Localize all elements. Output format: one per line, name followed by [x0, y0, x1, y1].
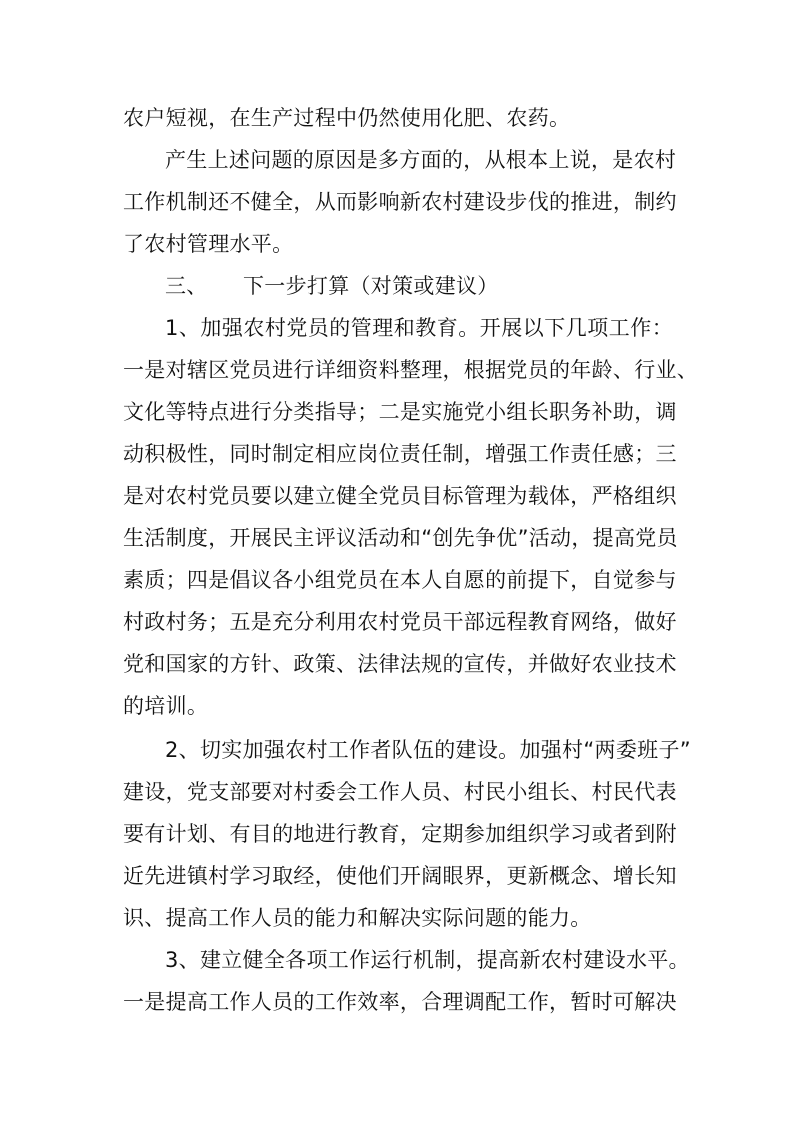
section-title: 下一步打算（对策或建议）	[243, 274, 499, 298]
text-line: 农户短视，在生产过程中仍然使用化肥、农药。	[123, 106, 571, 130]
paragraph-first-line: 产生上述问题的原因是多方面的，从根本上说，是农村	[165, 148, 677, 172]
text-line: 一是对辖区党员进行详细资料整理，根据党员的年龄、行业、	[123, 358, 699, 382]
text-line: 一是提高工作人员的工作效率，合理调配工作，暂时可解决	[123, 990, 677, 1014]
text-line: 文化等特点进行分类指导；二是实施党小组长职务补助，调	[123, 400, 677, 424]
text-line: 近先进镇村学习取经，使他们开阔眼界，更新概念、增长知	[123, 864, 677, 888]
text-line: 识、提高工作人员的能力和解决实际问题的能力。	[123, 906, 592, 930]
text-line: 素质；四是倡议各小组党员在本人自愿的前提下，自觉参与	[123, 568, 677, 592]
text-line: 工作机制还不健全，从而影响新农村建设步伐的推进，制约	[123, 190, 677, 214]
text-line: 动积极性，同时制定相应岗位责任制，增强工作责任感；三	[123, 442, 677, 466]
text-line: 要有计划、有目的地进行教育，定期参加组织学习或者到附	[123, 822, 677, 846]
section-heading	[165, 266, 499, 306]
text-line: 是对农村党员要以建立健全党员目标管理为载体，严格组织	[123, 484, 677, 508]
paragraph-first-line: 2、切实加强农村工作者队伍的建设。加强村“两委班子”	[165, 738, 691, 762]
section-number: 三、	[165, 274, 208, 298]
paragraph-first-line: 1、加强农村党员的管理和教育。开展以下几项工作：	[165, 316, 673, 340]
text-line: 村政村务；五是充分利用农村党员干部远程教育网络，做好	[123, 610, 677, 634]
text-line: 的培训。	[123, 694, 209, 718]
paragraph-first-line: 3、建立健全各项工作运行机制，提高新农村建设水平。	[165, 948, 690, 972]
text-line: 建设，党支部要对村委会工作人员、村民小组长、村民代表	[123, 780, 677, 804]
text-line: 党和国家的方针、政策、法律法规的宣传，并做好农业技术	[123, 652, 677, 676]
text-line: 了农村管理水平。	[123, 232, 294, 256]
text-line: 生活制度，开展民主评议活动和“创先争优”活动，提高党员	[123, 526, 678, 550]
